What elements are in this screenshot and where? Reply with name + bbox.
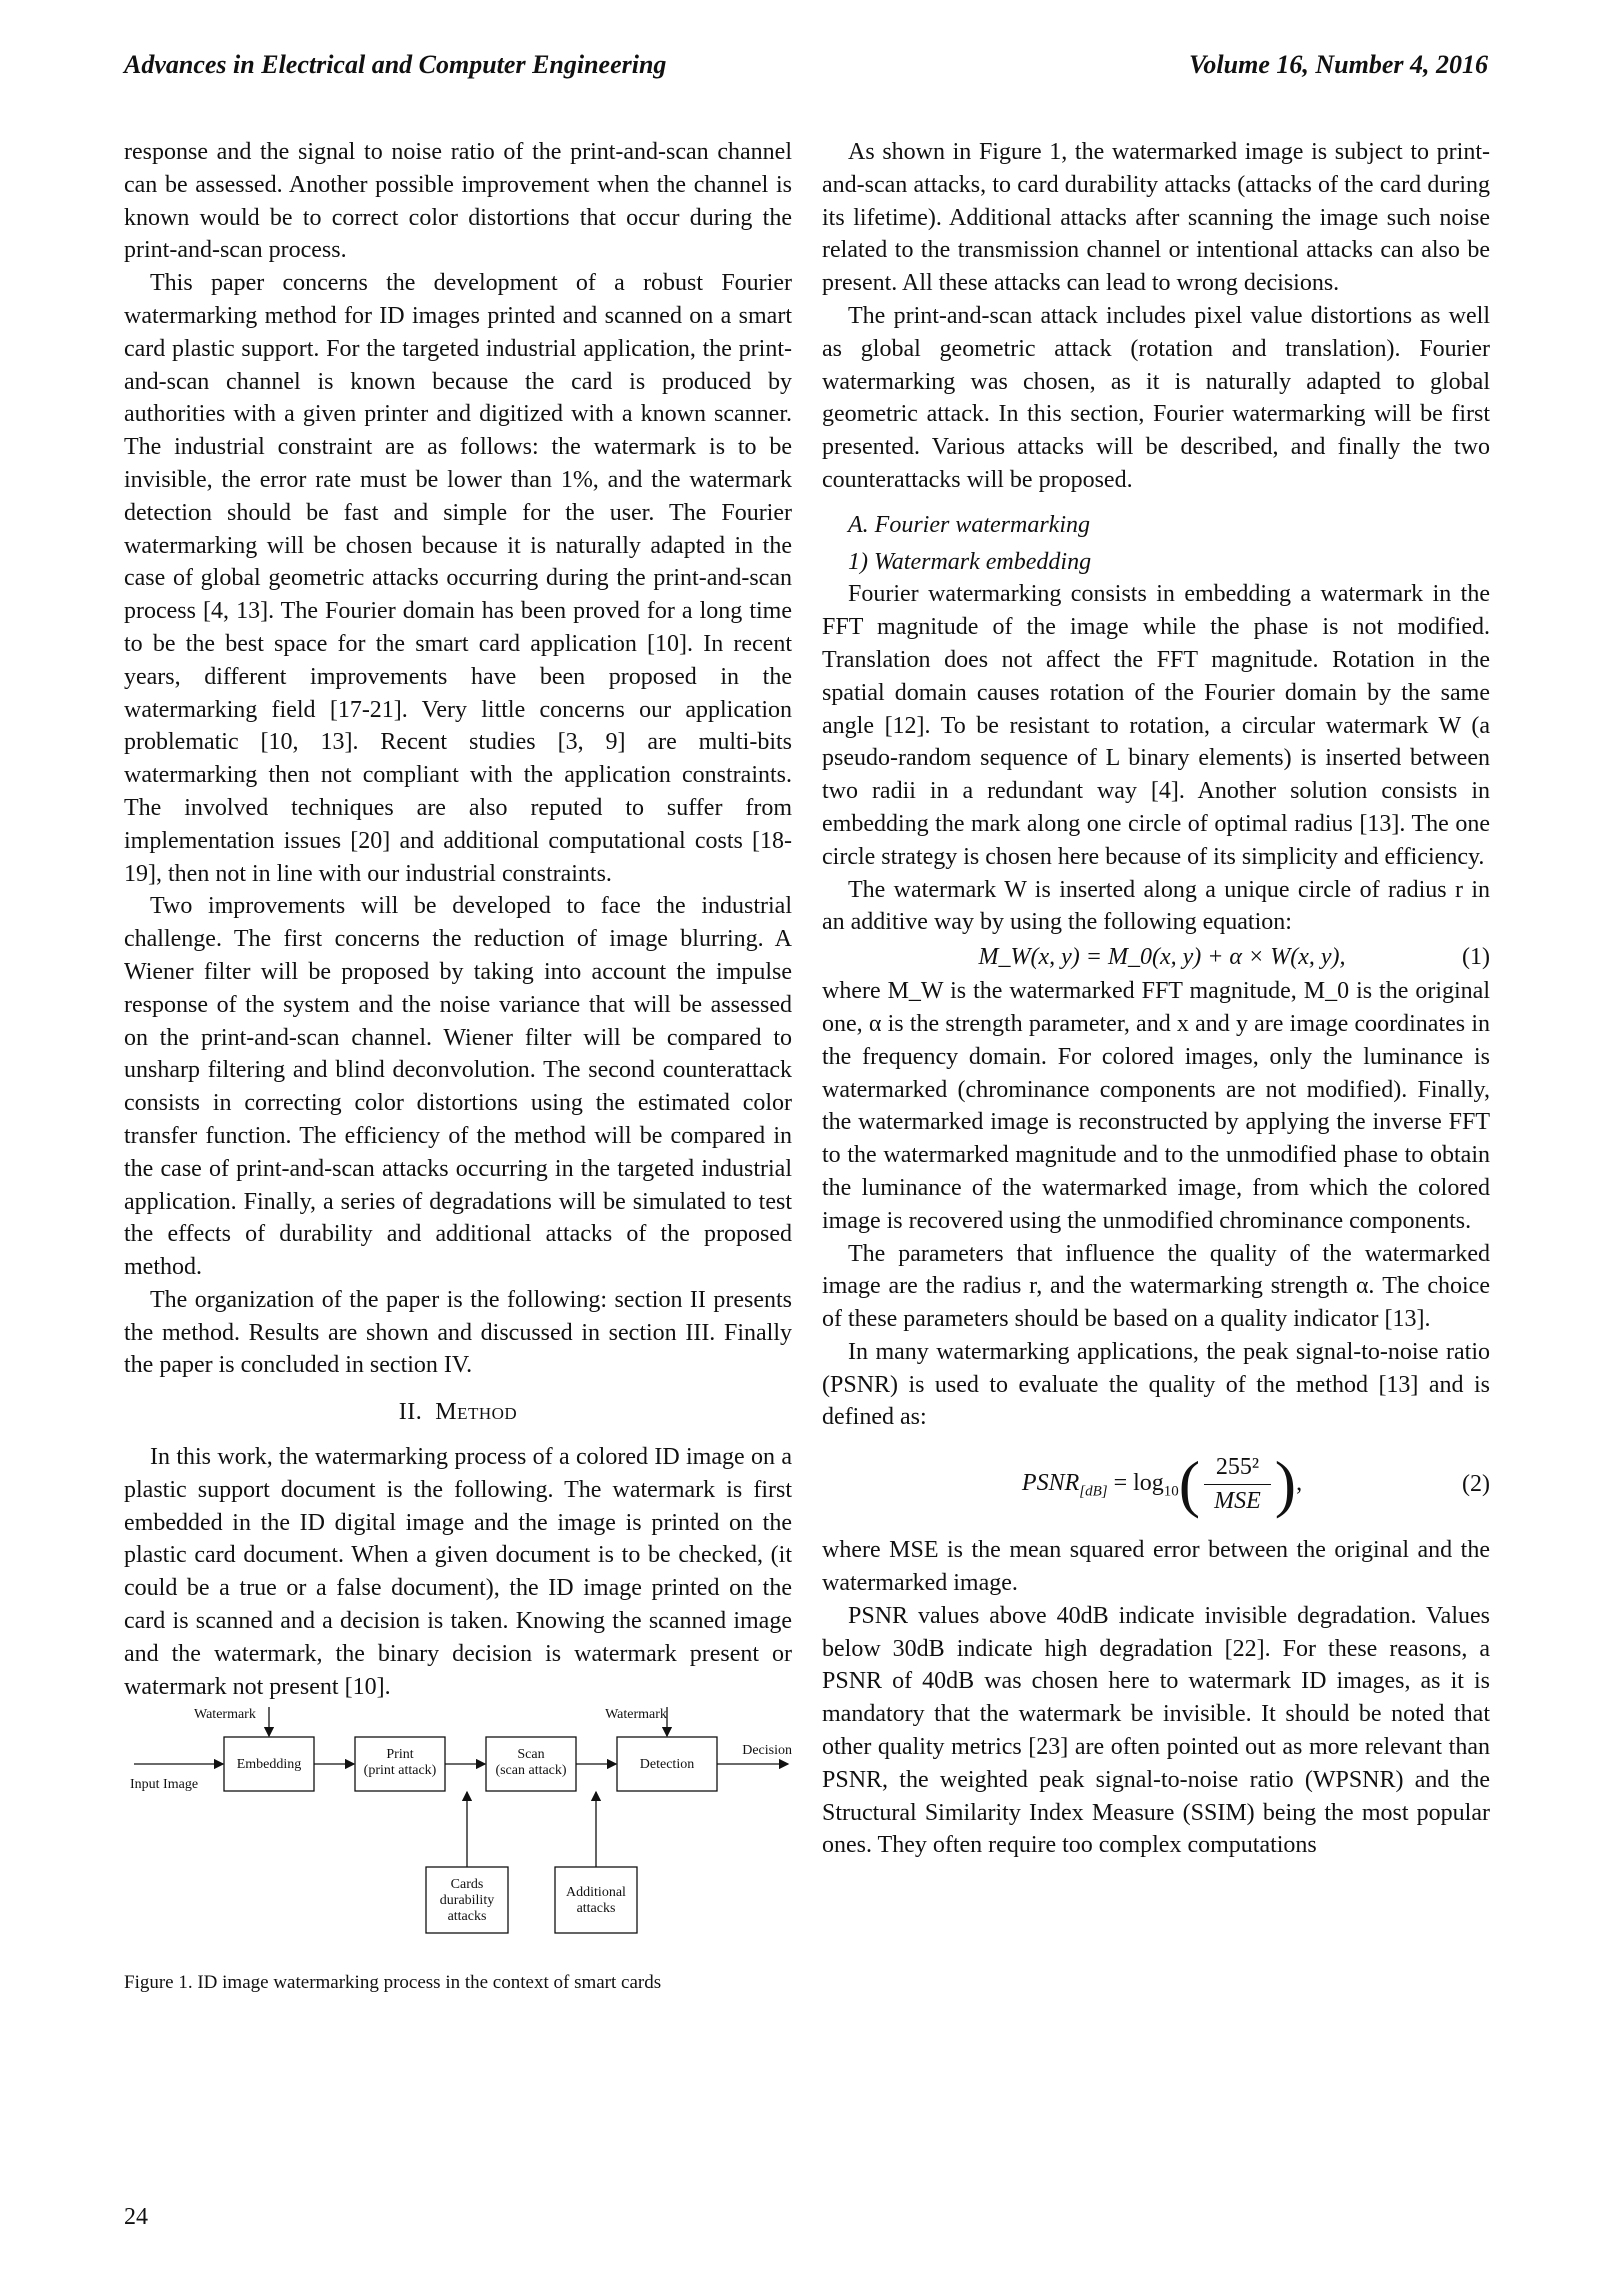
equation-expression: $PSNR_{[dB]} = \log_{10}$( $\frac{\text{255²}}{\text{MSE}}$ ), (1021, 1447, 1303, 1519)
paragraph: The parameters that influence the quality of the watermarked image are the radius r, and the watermarking strength α. The choice of these parameters should be based on a quality indicator [13]. (822, 1240, 1490, 1333)
fraction-numerator: 255² (1204, 1451, 1271, 1485)
paragraph: where MSE is the mean squared error between the original and the watermarked image. (822, 1537, 1490, 1597)
print-label (355, 1747, 445, 1779)
volume-info: Volume 16, Number 4, 2016 (1188, 50, 1488, 79)
input-image-label: Input Image (130, 1777, 199, 1793)
cards-label (426, 1877, 508, 1925)
paragraph: where M_W is the watermarked FFT magnitude, M_0 is the original one, α is the strength parameter, and x and y are image coordinates in the frequency domain. For colored images, only the luminance is watermarked (chrominance components are not modified). Finally, the watermarked image is reconstructed by applying the inverse FFT to the watermarked magnitude and to the unmodified phase to obtain the luminance of the watermarked image, from which the colored image is recovered using the unmodified chrominance components. (822, 978, 1490, 1234)
paragraph: As shown in Figure 1, the watermarked image is subject to print-and-scan attacks, to card durability attacks (attacks of the card during its lifetime). Additional attacks after scanning the image such noise related to the transmission channel or intentional attacks can also be present. All these attacks can lead to wrong decisions. (822, 139, 1490, 297)
paragraph: In this work, the watermarking process of a colored ID image on a plastic support document is the following. The watermark is first embedded in the ID digital image and the image is printed on the plastic card document. When a given document is to be checked, (it could be a true or a false document), the ID image printed on the card is scanned and a decision is taken. Knowing the scanned image and the watermark, the binary decision is watermark present or watermark not present [10]. (124, 1444, 792, 1700)
psnr-symbol: PSNR (1021, 1469, 1080, 1496)
paragraph: This paper concerns the development of a robust Fourier watermarking method for ID images printed and scanned on a smart card plastic support. For the targeted industrial application, the print-and-scan channel is known because the card is produced by authorities with a given printer and digitized with a known scanner. The industrial constraint are as follows: the watermark is to be invisible, the error rate must be lower than 1%, and the watermark detection should be fast and simple for the user. The Fourier watermarking will be chosen because it is naturally adapted in the case of global geometric attacks occurring during the print-and-scan process [4, 13]. The Fourier domain has been proved for a long time to be the best space for the smart card application [10]. In recent years, different improvements have been proposed in the watermarking field [17-21]. Very little concerns our application problematic [10, 13]. Recent studies [3, 9] are multi-bits watermarking then not compliant with the application constraints. The involved techniques are also reputed to suffer from implementation issues [20] and additional computational costs [18-19], then not in line with our industrial constraints. (124, 270, 792, 887)
additional-line: Additional (566, 1885, 626, 1901)
log-base: 10 (1163, 1483, 1179, 1500)
cards-line: Cards (450, 1877, 484, 1893)
left-column (124, 136, 792, 1995)
equation-2 (822, 1434, 1490, 1534)
embedding-label: Embedding (236, 1757, 302, 1773)
paragraph: The watermark W is inserted along a unique circle of radius r in an additive way by using the following equation: (822, 876, 1490, 936)
additional-line: attacks (576, 1901, 616, 1917)
decision-label: Decision (742, 1743, 792, 1759)
section-number: II. (398, 1399, 423, 1426)
scan-title: Scan (517, 1747, 545, 1763)
paragraph: Fourier watermarking consists in embedding a watermark in the FFT magnitude of the image while the phase is not modified. Translation does not affect the FFT magnitude. Rotation in the spatial domain causes rotation of the Fourier domain by the same angle [12]. To be resistant to rotation, a circular watermark W (a pseudo-random sequence of L binary elements) is inserted between two radii in a redundant way [4]. Another solution consists in embedding the mark along one circle of optimal radius [13]. The one circle strategy is chosen here because of its simplicity and efficiency. (822, 581, 1490, 870)
paragraph: The organization of the paper is the following: section II presents the method. Results are shown and discussed in section III. Finally the paper is concluded in section IV. (124, 1286, 792, 1379)
section-heading (124, 1396, 792, 1429)
psnr-subscript: [dB] (1079, 1483, 1108, 1500)
fraction-denominator: MSE (1214, 1487, 1261, 1514)
watermark-label: Watermark (605, 1707, 667, 1723)
page-header (124, 50, 1488, 90)
section-name: Method (435, 1399, 518, 1426)
figure-caption: Figure 1. ID image watermarking process in the context of smart cards (124, 1972, 662, 1994)
paragraph: The print-and-scan attack includes pixel value distortions as well as global geometric attack (rotation and translation). Fourier watermarking was chosen, as it is naturally adapted to global geometric attack. In this section, Fourier watermarking will be first presented. Various attacks will be described, and finally the two counterattacks will be proposed. (822, 302, 1490, 493)
equation-number: (2) (1462, 1470, 1490, 1497)
print-subtitle: (print attack) (363, 1763, 437, 1779)
equation-1 (822, 939, 1490, 975)
watermark-label: Watermark (194, 1707, 256, 1723)
equation-number: (1) (1462, 943, 1490, 970)
scan-subtitle: (scan attack) (495, 1763, 567, 1779)
equation-comma: , (1296, 1469, 1303, 1496)
additional-label (555, 1885, 637, 1917)
paragraph: PSNR values above 40dB indicate invisible degradation. Values below 30dB indicate high degradation [22]. For these reasons, a PSNR of 40dB was chosen here to watermark ID images, as it is mandatory that the watermark be invisible. It should be noted that other quality metrics [23] are often pointed out as more relevant than PSNR, the weighted peak signal-to-noise ratio (WPSNR) and the Structural Similarity Index Measure (SSIM) being the most popular ones. They often require too complex computations (822, 1602, 1490, 1859)
cards-line: durability (439, 1893, 495, 1909)
paragraph: Two improvements will be developed to face the industrial challenge. The first concerns the reduction of image blurring. A Wiener filter will be proposed by taking into account the impulse response of the system and the noise variance that will be assessed on the print-and-scan channel. Wiener filter will be compared to unsharp filtering and blind deconvolution. The second counterattack consists in correcting color distortions using the estimated color transfer function. The efficiency of the method will be compared in the case of print-and-scan attacks occurring in the targeted industrial application. Finally, a series of degradations will be simulated to test the effects of durability and additional attacks of the proposed method. (124, 893, 792, 1281)
page-number: 24 (124, 2204, 148, 2230)
right-column (822, 136, 1490, 1862)
figure-1 (124, 1705, 792, 1995)
paragraph: response and the signal to noise ratio of the print-and-scan channel can be assessed. Another possible improvement when the channel is known would be to correct color distortions that occur during the print-and-scan process. (124, 139, 792, 264)
subsubsection-heading: 1) Watermark embedding (848, 548, 1092, 575)
print-title: Print (386, 1747, 414, 1763)
log-symbol: = log (1107, 1469, 1164, 1496)
detection-label: Detection (639, 1757, 695, 1773)
equation-expression: M_W(x, y) = M_0(x, y) + α × W(x, y), (978, 943, 1346, 970)
cards-line: attacks (447, 1909, 487, 1925)
journal-title: Advances in Electrical and Computer Engineering (124, 50, 667, 79)
subsection-heading: A. Fourier watermarking (848, 511, 1090, 538)
paragraph: In many watermarking applications, the peak signal-to-noise ratio (PSNR) is used to evaluate the quality of the method [13] and is defined as: (822, 1338, 1490, 1431)
scan-label (486, 1747, 576, 1779)
